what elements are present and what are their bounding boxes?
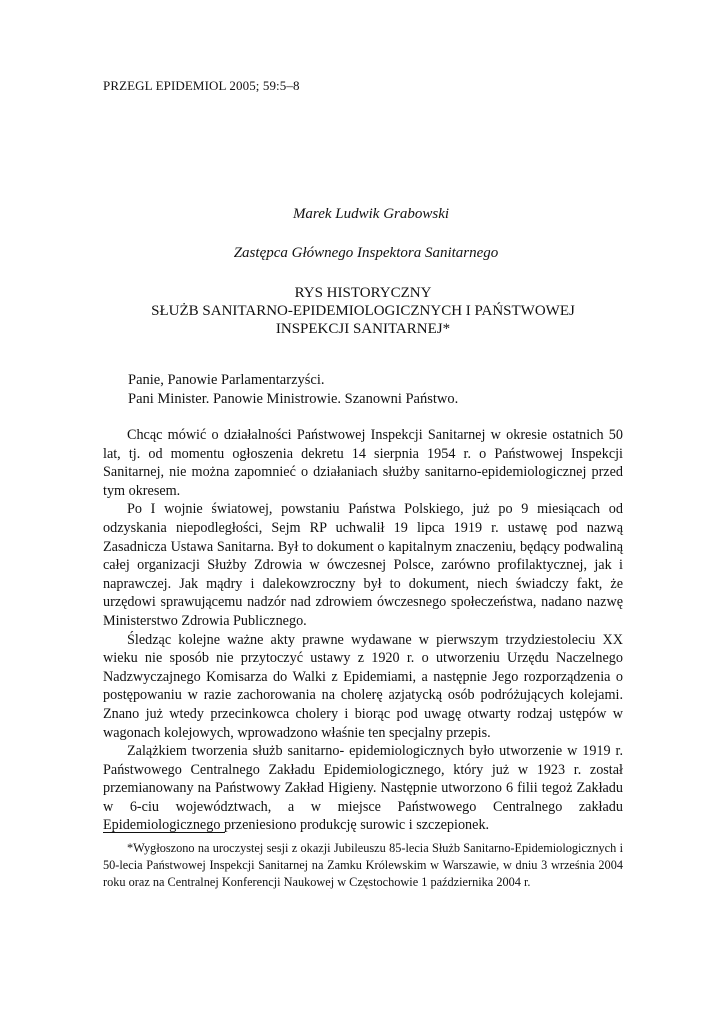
footnote	[103, 840, 623, 891]
body-paragraph: Zalążkiem tworzenia służb sanitarno- epidemiologicznych było utworzenie w 1919 r. Państwowego Centralnego Zakładu Epidemiologicznego, który już w 1923 r. został przemianowany na Państwowy Zakład Higieny. Następnie utworzono 6 filii tegoż Zakładu w 6-ciu województwach, a w miejsce Państwowego Centralnego zakładu Epidemiologicznego przeniesiono produkcję surowic i szczepionek.	[103, 743, 623, 834]
title-line: SŁUŻB SANITARNO-EPIDEMIOLOGICZNYCH I PAŃSTWOWEJ	[151, 303, 575, 319]
footnote-text: *Wygłoszono na uroczystej sesji z okazji Jubileuszu 85-lecia Służb Sanitarno-Epidemiologicznych i 50-lecia Państwowej Inspekcji Sanitarnej na Zamku Królewskim w Warszawie, w dniu 3 września 2004 roku oraz na Centralnej Konferencji Naukowej w Częstochowie 1 października 2004 r.	[103, 841, 623, 889]
body-paragraph: Chcąc mówić o działalności Państwowej Inspekcji Sanitarnej w okresie ostatnich 50 lat, tj. od momentu ogłoszenia dekretu 14 sierpnia 1954 r. o Państwowej Inspekcji Sanitarnej, nie można zapomnieć o działaniach służby sanitarno-epidemiologicznej przed tym okresem.	[103, 427, 623, 499]
footnote-divider	[103, 832, 225, 833]
article-body	[103, 426, 623, 835]
greeting-line: Panie, Panowie Parlamentarzyści.	[128, 372, 325, 388]
body-paragraph: Po I wojnie światowej, powstaniu Państwa Polskiego, już po 9 miesiącach od odzyskania niepodległości, Sejm RP uchwalił 19 lipca 1919 r. ustawę pod nazwą Zasadnicza Ustawa Sanitarna. Był to dokument o kapitalnym znaczeniu, będący podwaliną całej organizacji Służby Zdrowia w ówczesnej Polsce, zarówno profilaktycznej, jak i naprawczej. Jak mądry i dalekowzroczny był to dokument, niech świadczy fakt, że urzędowi sprawującemu nadzór nad zdrowiem ówczesnego społeczeństwa, nadano nazwę Ministerstwo Zdrowia Publicznego.	[103, 501, 623, 629]
greeting	[128, 371, 458, 409]
author-affiliation: Zastępca Głównego Inspektora Sanitarnego	[233, 245, 499, 261]
author-name: Marek Ludwik Grabowski	[292, 206, 450, 222]
journal-reference: PRZEGL EPIDEMIOL 2005; 59:5–8	[103, 78, 300, 93]
title-line: INSPEKCJI SANITARNEJ*	[275, 321, 451, 337]
article-title	[103, 284, 623, 338]
greeting-line: Pani Minister. Panowie Ministrowie. Szanowni Państwo.	[128, 391, 459, 407]
body-paragraph: Śledząc kolejne ważne akty prawne wydawane w pierwszym trzydziestoleciu XX wieku nie sposób nie przytoczyć ustawy z 1920 r. o utworzeniu Urzędu Naczelnego Nadzwyczajnego Komisarza do Walki z Epidemiami, a następnie Jego rozporządzenia o postępowaniu w razie zachorowania na cholerę azjatycką osób podróżujących kolejami. Znano już wtedy przecinkowca cholery i biorąc pod uwagę otwarty rodzaj ustępów w wagonach kolejowych, wprowadzono właśnie ten specjalny przepis.	[103, 631, 623, 741]
title-line: RYS HISTORYCZNY	[294, 285, 432, 301]
